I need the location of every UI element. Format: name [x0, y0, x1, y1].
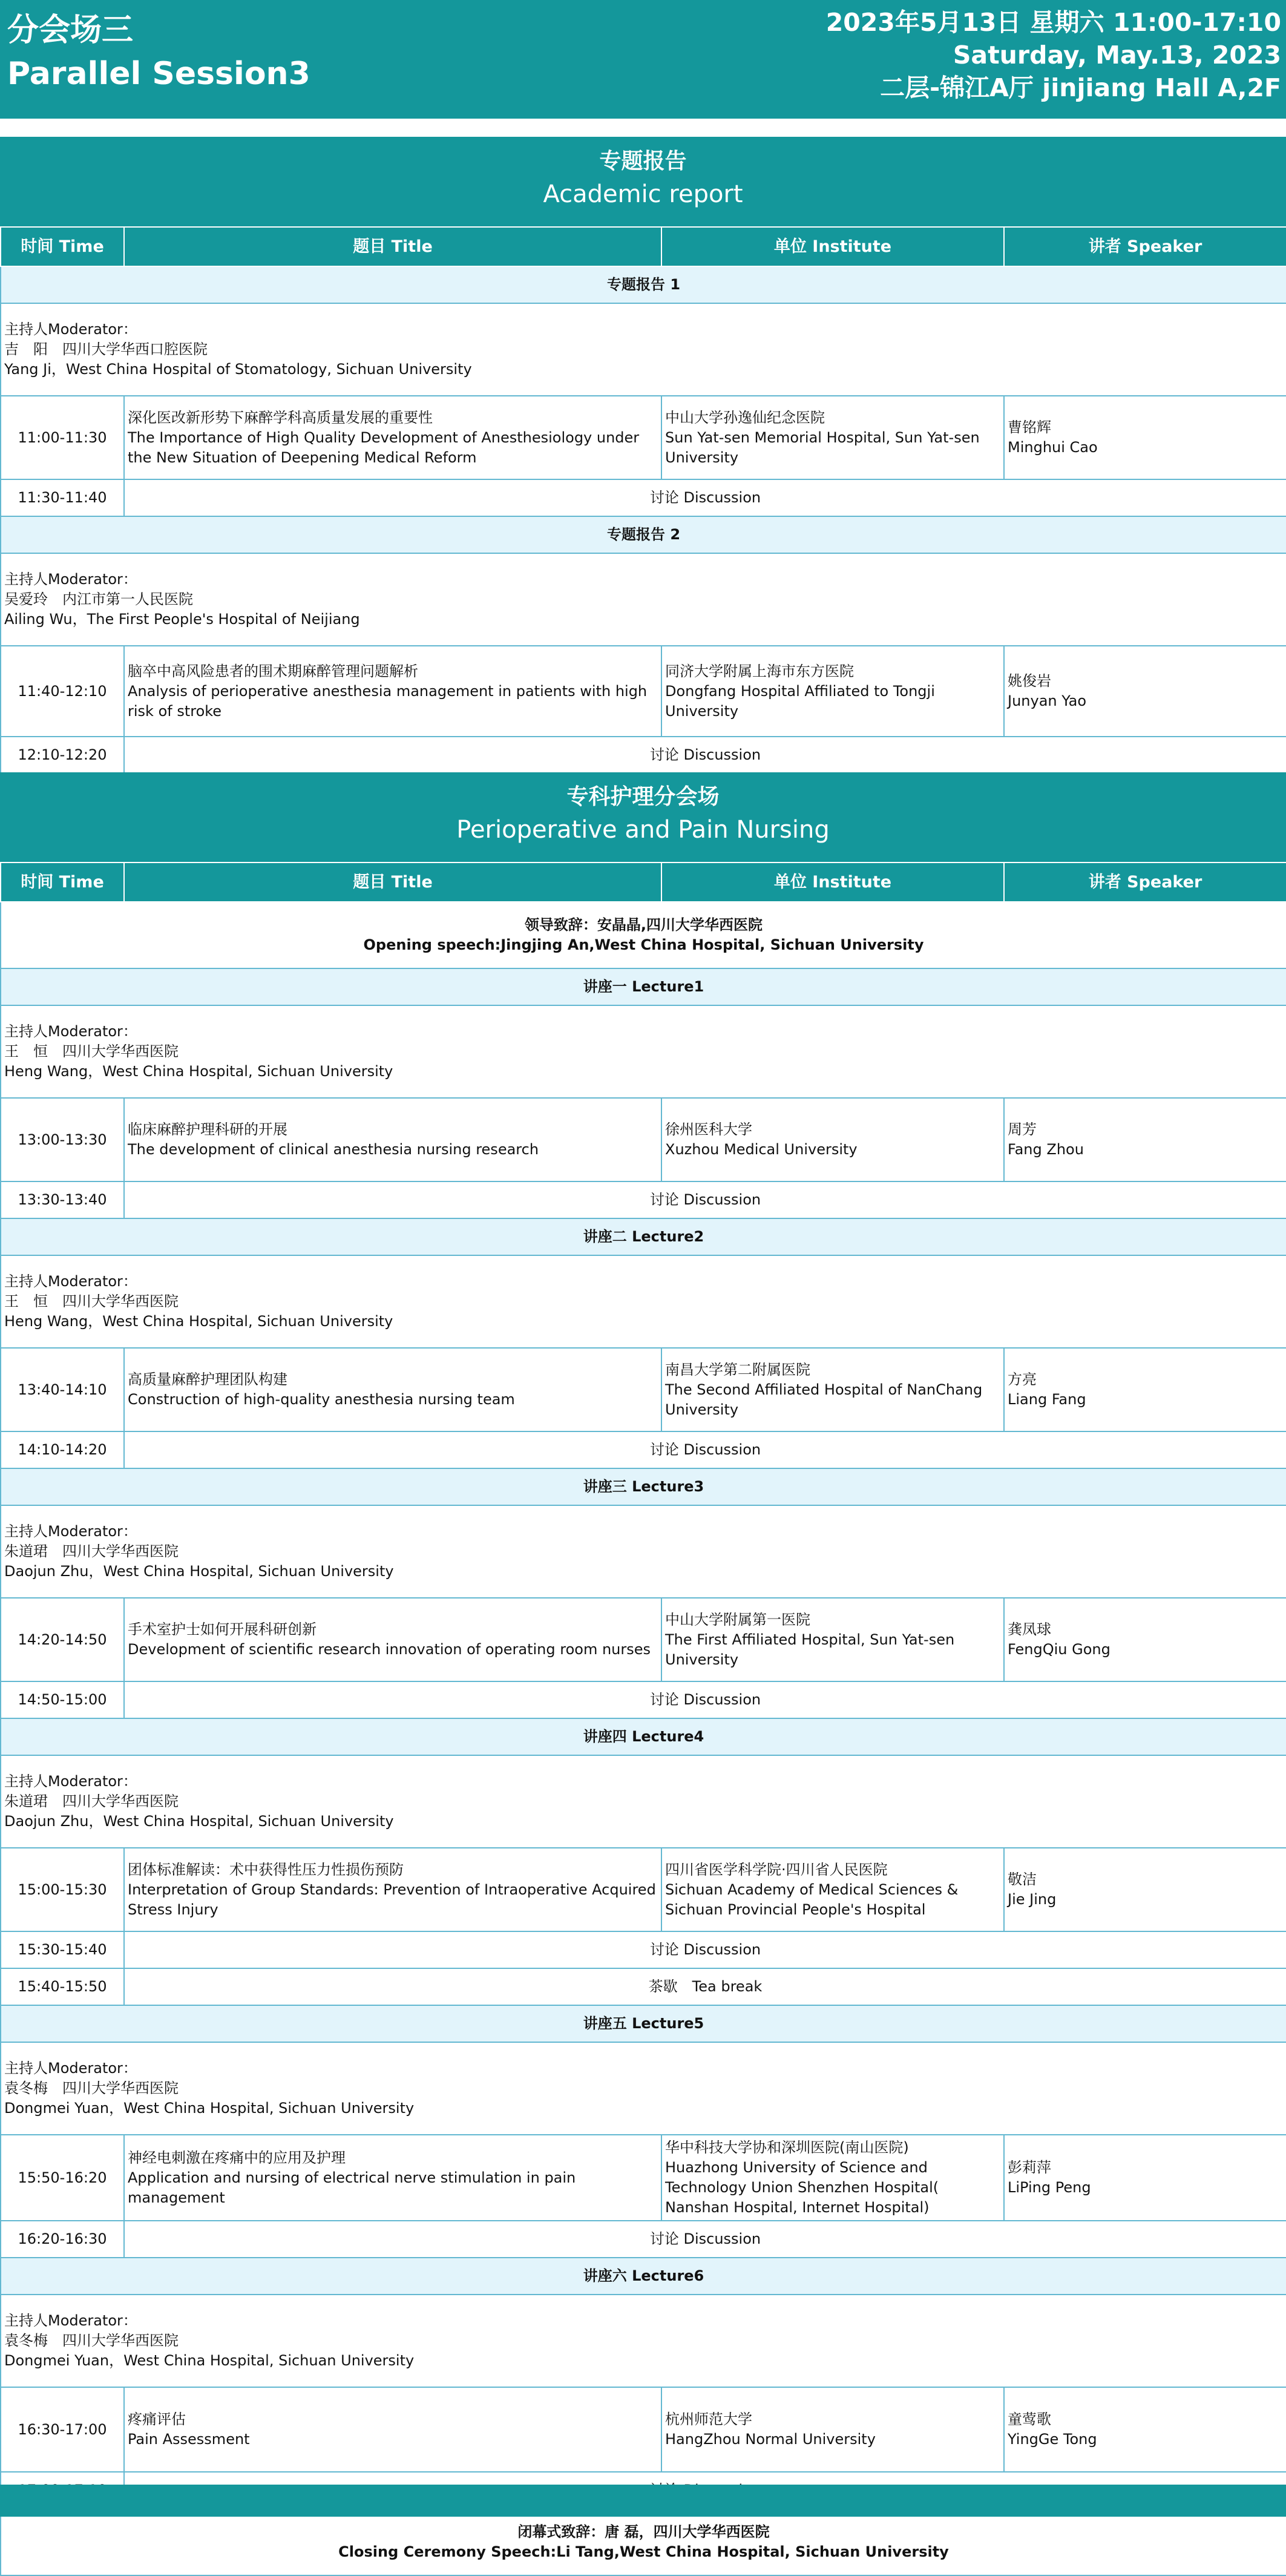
session-date-en: Saturday, May.13, 2023: [953, 41, 1281, 70]
talk-title-zh: 高质量麻醉护理团队构建: [128, 1371, 287, 1388]
institute-zh: 徐州医科大学: [665, 1121, 752, 1138]
talk-row: [1, 1098, 1286, 1181]
col-header-title: 题目 Title: [124, 227, 661, 266]
discussion-label: 讨论 Discussion: [124, 737, 1286, 774]
lecture-label: 讲座二 Lecture2: [1, 1218, 1286, 1255]
talk-institute: [661, 396, 1004, 479]
moderator-en: Heng Wang，West China Hospital, Sichuan University: [4, 1063, 393, 1080]
talk-time: 11:00-11:30: [1, 396, 124, 479]
speaker-en: Jie Jing: [1008, 1891, 1057, 1908]
moderator-label: 主持人Moderator：: [4, 1023, 137, 1040]
talk-speaker: [1004, 1598, 1286, 1681]
discussion-label: 讨论 Discussion: [124, 2221, 1286, 2258]
discussion-row: [1, 1931, 1286, 1968]
table-header-row: [1, 862, 1286, 902]
academic-report-title-en: Academic report: [543, 180, 743, 208]
talk-row: [1, 1598, 1286, 1681]
talk-speaker: [1004, 1098, 1286, 1181]
col-header-title: 题目 Title: [124, 862, 661, 902]
talk-title-en: Construction of high-quality anesthesia nursing team: [128, 1391, 515, 1408]
moderator-label: 主持人Moderator：: [4, 2060, 137, 2077]
moderator-zh: 吉 阳 四川大学华西口腔医院: [4, 341, 208, 358]
talk-institute: [661, 646, 1004, 737]
speaker-zh: 周芳: [1008, 1121, 1037, 1138]
moderator-zh: 王 恒 四川大学华西医院: [4, 1043, 179, 1060]
col-header-institute: 单位 Institute: [661, 227, 1004, 266]
academic-report-title-zh: 专题报告: [599, 149, 687, 174]
speaker-zh: 龚凤球: [1008, 1621, 1051, 1638]
academic-report-section: [0, 137, 1286, 774]
talk-title-en: The Importance of High Quality Development of Anesthesiology under the New Situation of Deepening Medical Reform: [128, 429, 640, 466]
lecture-label-row: [1, 1218, 1286, 1255]
talk-row: [1, 1848, 1286, 1931]
lecture-label-row: [1, 968, 1286, 1005]
talk-title: [124, 1598, 661, 1681]
closing-speech-en: Closing Ceremony Speech:Li Tang,West China Hospital, Sichuan University: [338, 2543, 949, 2560]
col-header-time: 时间 Time: [1, 227, 124, 266]
closing-speech-row: [1, 2509, 1286, 2575]
institute-en: The First Affiliated Hospital, Sun Yat-sen University: [665, 1631, 955, 1668]
talk-institute: [661, 1098, 1004, 1181]
moderator-en: Dongmei Yuan，West China Hospital, Sichuan University: [4, 2100, 415, 2117]
discussion-label: 讨论 Discussion: [124, 1681, 1286, 1718]
discussion-time: 11:30-11:40: [1, 479, 124, 516]
moderator-label: 主持人Moderator：: [4, 571, 137, 588]
moderator-cell: [1, 553, 1286, 646]
speaker-en: LiPing Peng: [1008, 2179, 1091, 2196]
discussion-time: 14:10-14:20: [1, 1431, 124, 1468]
institute-zh: 华中科技大学协和深圳医院(南山医院): [665, 2139, 909, 2156]
moderator-row: [1, 1505, 1286, 1598]
talk-time: 14:20-14:50: [1, 1598, 124, 1681]
moderator-en: Yang Ji，West China Hospital of Stomatology, Sichuan University: [4, 361, 472, 378]
moderator-zh: 王 恒 四川大学华西医院: [4, 1293, 179, 1310]
moderator-row: [1, 1255, 1286, 1348]
session-info: [826, 6, 1281, 104]
speaker-en: Fang Zhou: [1008, 1141, 1084, 1158]
moderator-en: Dongmei Yuan，West China Hospital, Sichuan University: [4, 2352, 415, 2369]
lecture-label-row: [1, 1718, 1286, 1755]
discussion-row: [1, 1181, 1286, 1218]
discussion-row: [1, 2221, 1286, 2258]
footer-bar: [0, 2485, 1286, 2517]
talk-title: [124, 2387, 661, 2472]
tea-break-label: 茶歇 Tea break: [124, 1968, 1286, 2005]
block-label: 专题报告 1: [1, 266, 1286, 303]
discussion-label: 讨论 Discussion: [124, 479, 1286, 516]
talk-speaker: [1004, 2135, 1286, 2221]
institute-en: Dongfang Hospital Affiliated to Tongji University: [665, 682, 935, 720]
academic-report-banner: [0, 137, 1286, 226]
nursing-table: [0, 862, 1286, 2576]
talk-speaker: [1004, 2387, 1286, 2472]
institute-zh: 杭州师范大学: [665, 2411, 752, 2428]
discussion-row: [1, 737, 1286, 774]
session-date-zh: 2023年5月13日 星期六 11:00-17:10: [825, 8, 1281, 37]
talk-institute: [661, 1848, 1004, 1931]
discussion-time: 14:50-15:00: [1, 1681, 124, 1718]
speaker-en: FengQiu Gong: [1008, 1641, 1110, 1658]
talk-title-en: Pain Assessment: [128, 2431, 250, 2448]
talk-title-zh: 神经电刺激在疼痛中的应用及护理: [128, 2149, 346, 2166]
institute-en: HangZhou Normal University: [665, 2431, 876, 2448]
block-label-row: [1, 266, 1286, 303]
lecture-label-row: [1, 2005, 1286, 2042]
talk-institute: [661, 2387, 1004, 2472]
col-header-speaker: 讲者 Speaker: [1004, 227, 1286, 266]
discussion-time: 13:30-13:40: [1, 1181, 124, 1218]
institute-en: Sichuan Academy of Medical Sciences & Sichuan Provincial People's Hospital: [665, 1881, 959, 1918]
lecture-label: 讲座四 Lecture4: [1, 1718, 1286, 1755]
talk-title-zh: 疼痛评估: [128, 2411, 186, 2428]
moderator-zh: 朱道珺 四川大学华西医院: [4, 1793, 179, 1810]
talk-title-zh: 手术室护士如何开展科研创新: [128, 1621, 317, 1638]
discussion-time: 16:20-16:30: [1, 2221, 124, 2258]
talk-title-en: The development of clinical anesthesia nursing research: [128, 1141, 539, 1158]
lecture-label: 讲座一 Lecture1: [1, 968, 1286, 1005]
lecture-label: 讲座五 Lecture5: [1, 2005, 1286, 2042]
moderator-row: [1, 1755, 1286, 1848]
talk-speaker: [1004, 1348, 1286, 1431]
moderator-cell: [1, 2042, 1286, 2135]
lecture-label: 讲座三 Lecture3: [1, 1468, 1286, 1505]
moderator-label: 主持人Moderator：: [4, 1773, 137, 1790]
moderator-cell: [1, 2295, 1286, 2387]
talk-title: [124, 1098, 661, 1181]
moderator-cell: [1, 303, 1286, 396]
speaker-zh: 彭莉萍: [1008, 2159, 1051, 2176]
institute-en: Sun Yat-sen Memorial Hospital, Sun Yat-sen University: [665, 429, 980, 466]
moderator-zh: 袁冬梅 四川大学华西医院: [4, 2080, 179, 2097]
institute-zh: 南昌大学第二附属医院: [665, 1361, 810, 1378]
talk-title-en: Analysis of perioperative anesthesia management in patients with high risk of stroke: [128, 682, 648, 720]
talk-time: 13:40-14:10: [1, 1348, 124, 1431]
talk-speaker: [1004, 646, 1286, 737]
moderator-row: [1, 2042, 1286, 2135]
moderator-label: 主持人Moderator：: [4, 1523, 137, 1540]
opening-speech-en: Opening speech:Jingjing An,West China Hospital, Sichuan University: [363, 936, 924, 953]
nursing-title-en: Perioperative and Pain Nursing: [456, 816, 830, 844]
discussion-label: 讨论 Discussion: [124, 1181, 1286, 1218]
discussion-label: 讨论 Discussion: [124, 1431, 1286, 1468]
col-header-institute: 单位 Institute: [661, 862, 1004, 902]
session-venue: 二层-锦江A厅 jinjiang Hall A,2F: [880, 73, 1281, 102]
speaker-zh: 敬洁: [1008, 1871, 1037, 1888]
closing-speech-zh: 闭幕式致辞：唐 磊，四川大学华西医院: [517, 2523, 770, 2540]
lecture-label: 讲座六 Lecture6: [1, 2258, 1286, 2295]
talk-title-zh: 团体标准解读：术中获得性压力性损伤预防: [128, 1861, 404, 1878]
session-title-zh: 分会场三: [7, 12, 134, 48]
talk-time: 13:00-13:30: [1, 1098, 124, 1181]
institute-zh: 四川省医学科学院·四川省人民医院: [665, 1861, 888, 1878]
session-header: [0, 0, 1286, 119]
speaker-en: Liang Fang: [1008, 1391, 1086, 1408]
moderator-cell: [1, 1755, 1286, 1848]
talk-title-en: Development of scientific research innovation of operating room nurses: [128, 1641, 651, 1658]
moderator-en: Daojun Zhu，West China Hospital, Sichuan University: [4, 1813, 394, 1830]
lecture-label-row: [1, 2258, 1286, 2295]
moderator-cell: [1, 1255, 1286, 1348]
nursing-section: [0, 772, 1286, 2576]
lecture-label-row: [1, 1468, 1286, 1505]
institute-en: Xuzhou Medical University: [665, 1141, 858, 1158]
institute-en: The Second Affiliated Hospital of NanChang University: [665, 1381, 983, 1418]
talk-time: 16:30-17:00: [1, 2387, 124, 2472]
moderator-row: [1, 2295, 1286, 2387]
talk-title: [124, 2135, 661, 2221]
institute-zh: 同济大学附属上海市东方医院: [665, 662, 854, 680]
moderator-label: 主持人Moderator：: [4, 1273, 137, 1290]
col-header-time: 时间 Time: [1, 862, 124, 902]
table-header-row: [1, 227, 1286, 266]
talk-row: [1, 646, 1286, 737]
moderator-en: Heng Wang，West China Hospital, Sichuan University: [4, 1313, 393, 1330]
tea-break-row: [1, 1968, 1286, 2005]
talk-title: [124, 396, 661, 479]
institute-en: Huazhong University of Science and Technology Union Shenzhen Hospital( Nanshan Hospital, Internet Hospital): [665, 2159, 939, 2216]
talk-institute: [661, 2135, 1004, 2221]
discussion-label: 讨论 Discussion: [124, 1931, 1286, 1968]
talk-row: [1, 1348, 1286, 1431]
moderator-row: [1, 553, 1286, 646]
talk-row: [1, 2387, 1286, 2472]
moderator-row: [1, 303, 1286, 396]
closing-speech: [1, 2509, 1286, 2575]
block-label-row: [1, 516, 1286, 553]
moderator-en: Ailing Wu，The First People's Hospital of Neijiang: [4, 611, 360, 628]
moderator-cell: [1, 1005, 1286, 1098]
talk-row: [1, 2135, 1286, 2221]
session-title-en: Parallel Session3: [7, 56, 310, 92]
talk-time: 15:50-16:20: [1, 2135, 124, 2221]
talk-time: 15:00-15:30: [1, 1848, 124, 1931]
talk-title: [124, 1348, 661, 1431]
speaker-en: YingGe Tong: [1008, 2431, 1097, 2448]
talk-title-zh: 深化医改新形势下麻醉学科高质量发展的重要性: [128, 409, 433, 426]
moderator-en: Daojun Zhu，West China Hospital, Sichuan University: [4, 1563, 394, 1580]
talk-time: 11:40-12:10: [1, 646, 124, 737]
opening-speech: [1, 902, 1286, 968]
institute-zh: 中山大学孙逸仙纪念医院: [665, 409, 825, 426]
nursing-banner: [0, 772, 1286, 862]
nursing-title-zh: 专科护理分会场: [566, 784, 720, 809]
talk-speaker: [1004, 396, 1286, 479]
speaker-zh: 姚俊岩: [1008, 672, 1051, 689]
moderator-cell: [1, 1505, 1286, 1598]
session-title: [7, 8, 310, 96]
block-label: 专题报告 2: [1, 516, 1286, 553]
col-header-speaker: 讲者 Speaker: [1004, 862, 1286, 902]
discussion-row: [1, 1431, 1286, 1468]
discussion-row: [1, 1681, 1286, 1718]
talk-row: [1, 396, 1286, 479]
speaker-zh: 童莺歌: [1008, 2411, 1051, 2428]
moderator-row: [1, 1005, 1286, 1098]
talk-title-zh: 脑卒中高风险患者的围术期麻醉管理问题解析: [128, 662, 418, 680]
institute-zh: 中山大学附属第一医院: [665, 1611, 810, 1628]
talk-title-zh: 临床麻醉护理科研的开展: [128, 1121, 287, 1138]
talk-title-en: Application and nursing of electrical nerve stimulation in pain management: [128, 2169, 576, 2206]
talk-institute: [661, 1598, 1004, 1681]
discussion-time: 15:30-15:40: [1, 1931, 124, 1968]
opening-speech-zh: 领导致辞：安晶晶,四川大学华西医院: [524, 916, 763, 933]
talk-title-en: Interpretation of Group Standards: Prevention of Intraoperative Acquired Stress Injury: [128, 1881, 656, 1918]
talk-title: [124, 646, 661, 737]
speaker-en: Minghui Cao: [1008, 439, 1098, 456]
tea-break-time: 15:40-15:50: [1, 1968, 124, 2005]
discussion-time: 12:10-12:20: [1, 737, 124, 774]
moderator-zh: 吴爱玲 内江市第一人民医院: [4, 591, 193, 608]
speaker-zh: 曹铭辉: [1008, 419, 1051, 436]
opening-speech-row: [1, 902, 1286, 968]
talk-title: [124, 1848, 661, 1931]
talk-speaker: [1004, 1848, 1286, 1931]
academic-report-table: [0, 226, 1286, 774]
moderator-zh: 袁冬梅 四川大学华西医院: [4, 2332, 179, 2349]
speaker-zh: 方亮: [1008, 1371, 1037, 1388]
talk-institute: [661, 1348, 1004, 1431]
speaker-en: Junyan Yao: [1008, 692, 1086, 709]
moderator-zh: 朱道珺 四川大学华西医院: [4, 1543, 179, 1560]
moderator-label: 主持人Moderator：: [4, 2312, 137, 2329]
discussion-row: [1, 479, 1286, 516]
moderator-label: 主持人Moderator：: [4, 321, 137, 338]
